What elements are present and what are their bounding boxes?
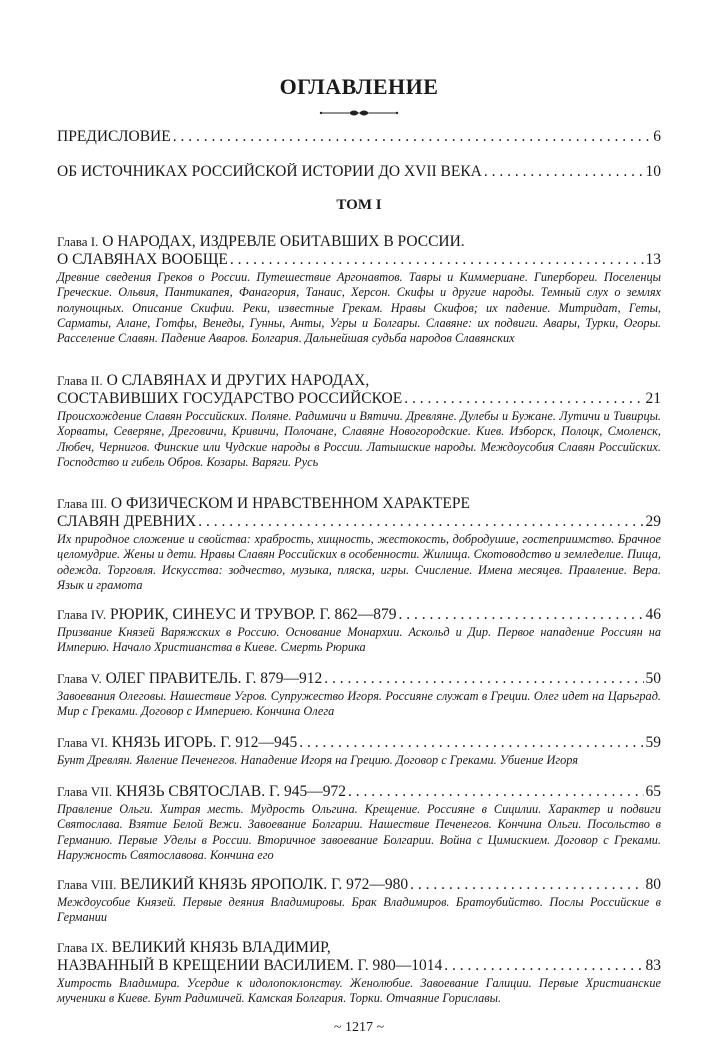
chapter-title: РЮРИК, СИНЕУС И ТРУВОР. Г. 862—879: [109, 606, 397, 623]
chapter-entry[interactable]: [57, 670, 661, 720]
chapter-page: 50: [645, 670, 661, 687]
chapter-title-line1: О СЛАВЯНАХ И ДРУГИХ НАРОДАХ,: [106, 372, 370, 389]
page-title: ОГЛАВЛЕНИЕ: [279, 74, 439, 99]
dot-leader: [410, 876, 643, 894]
chapter-prefix: Глава VII.: [57, 784, 113, 799]
chapter-heading: [57, 783, 661, 801]
chapter-page: 65: [645, 783, 661, 800]
chapter-title-line2: О СЛАВЯНАХ ВООБЩЕ: [57, 251, 228, 268]
entry-page: 6: [653, 128, 661, 145]
chapter-entry[interactable]: [57, 606, 661, 656]
ornament-divider: [319, 108, 399, 118]
chapter-summary: Происхождение Славян Российских. Поляне. Радимичи и Вятичи. Древляне. Дулебы и Бужане. Лутичи и Тивирцы. Хорваты, Северяне, Дреговичи, Кривичи, Полочане, Славяне Новогородские. Киев. Изборск, Полоцк, Смоленск, Любеч, Чернигов. Финские или Чудские народы в России. Латышские народы. Междоусобия Славян Российских. Господство и гибель Обров. Козары. Варяги. Русь: [57, 409, 661, 469]
chapter-title-line2: НАЗВАННЫЙ В КРЕЩЕНИИ ВАСИЛИЕМ. Г. 980—1014: [57, 957, 443, 974]
chapter-heading-line1: [57, 495, 661, 513]
chapter-heading-line2: [57, 390, 661, 408]
entry-page: 10: [645, 163, 661, 180]
chapter-prefix: Глава VI.: [57, 735, 108, 750]
chapter-entry[interactable]: [57, 876, 661, 926]
chapter-entry[interactable]: [57, 233, 661, 346]
chapter-entry[interactable]: [57, 372, 661, 470]
chapter-prefix: Глава V.: [57, 671, 102, 686]
chapter-page: 46: [645, 606, 661, 623]
chapter-page: 83: [645, 957, 661, 974]
chapter-prefix: Глава VIII.: [57, 877, 117, 892]
chapter-prefix: Глава IX.: [57, 940, 108, 955]
chapter-heading-text: [57, 783, 346, 801]
entry-label: ПРЕДИСЛОВИЕ: [57, 128, 171, 145]
chapter-prefix: Глава II.: [57, 373, 103, 388]
chapter-summary: Хитрость Владимира. Усердие к идолопоклонству. Женолюбие. Завоевание Галиции. Первые Христианские мученики в Киеве. Бунт Радимичей. Камская Болгария. Торки. Отчаяние Гориславы.: [57, 976, 661, 1006]
chapter-heading: [57, 670, 661, 688]
chapter-page: 59: [645, 734, 661, 751]
chapter-heading-text: [57, 734, 297, 752]
dot-leader: [198, 513, 643, 531]
dot-leader: [348, 783, 644, 801]
chapter-page: 80: [645, 876, 661, 893]
toc-entry-sources[interactable]: [57, 163, 661, 181]
dot-leader: [398, 606, 643, 624]
chapter-prefix: Глава III.: [57, 496, 108, 511]
page-number-footer: ~ 1217 ~: [333, 1020, 385, 1035]
chapter-heading-line1: [57, 939, 661, 957]
chapter-heading-line1: [57, 233, 661, 251]
chapter-heading-text: [57, 876, 408, 894]
dot-leader: [299, 734, 643, 752]
chapter-heading: [57, 876, 661, 894]
chapter-heading-line2: [57, 513, 661, 531]
chapter-prefix: Глава IV.: [57, 607, 107, 622]
chapter-heading-line1: [57, 372, 661, 390]
chapter-summary: Древние сведения Греков о России. Путешествие Аргонавтов. Тавры и Киммериане. Гипербореи. Поселенцы Греческие. Ольвия, Пантикапея, Фанагория, Танаис, Херсон. Скифы и другие народы. Темный слух о землях полунощных. Описание Скифии. Реки, известные Грекам. Нравы Скифов; их падение. Митридат, Геты, Сарматы, Алане, Готфы, Венеды, Гунны, Анты, Угры и Болгары. Славяне: их подвиги. Авары, Турки, Огоры. Расселение Славян. Падение Аваров. Болгария. Дальнейшая судьба народов Славянских: [57, 270, 661, 346]
chapter-heading-text: [57, 606, 396, 624]
chapter-heading: [57, 606, 661, 624]
dot-leader: [173, 128, 652, 146]
chapter-summary: Правление Ольги. Хитрая месть. Мудрость Ольгина. Крещение. Россияне в Сицилии. Характер и подвиги Святослава. Взятие Белой Вежи. Завоевание Болгарии. Нашествие Печенегов. Кончина Ольги. Посольство в Германию. Первые Уделы в России. Вторичное завоевание Болгарии. Война с Цимискием. Договор с Греками. Наружность Святославова. Кончина его: [57, 802, 661, 862]
chapter-title-line1: ВЕЛИКИЙ КНЯЗЬ ВЛАДИМИР,: [111, 939, 331, 956]
chapter-title: ВЕЛИКИЙ КНЯЗЬ ЯРОПОЛК. Г. 972—980: [120, 876, 409, 893]
chapter-prefix: Глава I.: [57, 234, 99, 249]
chapter-page: 13: [645, 251, 661, 268]
chapter-title-line1: О НАРОДАХ, ИЗДРЕВЛЕ ОБИТАВШИХ В РОССИИ.: [102, 233, 465, 250]
chapter-page: 21: [645, 390, 661, 407]
entry-label: ОБ ИСТОЧНИКАХ РОССИЙСКОЙ ИСТОРИИ ДО XVII ВЕКА: [57, 163, 482, 180]
dot-leader: [324, 670, 643, 688]
chapter-heading-text: [57, 670, 322, 688]
dot-leader: [444, 957, 643, 975]
chapter-summary: Призвание Князей Варяжских в Россию. Основание Монархии. Аскольд и Дир. Первое нападение Россиян на Империю. Начало Христианства в Киеве. Смерть Рюрика: [57, 625, 661, 655]
volume-heading: ТОМ I: [336, 197, 382, 213]
toc-entry-preface[interactable]: [57, 128, 661, 146]
chapter-summary: Междоусобие Князей. Первые деяния Владимировы. Брак Владимиров. Братоубийство. Послы Российские в Германии: [57, 895, 661, 925]
dot-leader: [484, 163, 644, 181]
chapter-summary: Их природное сложение и свойства: храбрость, хищность, жестокость, добродушие, гостеприимство. Брачное целомудрие. Жены и дети. Нравы Славян Российских в особенности. Жилища. Скотоводство и земледелие. Пища, одежда. Торговля. Искусства: зодчество, музыка, пляска, игры. Счисление. Имена месяцев. Правление. Вера. Язык и грамота: [57, 532, 661, 592]
chapter-summary: Завоевания Олеговы. Нашествие Угров. Супружество Игоря. Россияне служат в Греции. Олег идет на Царьград. Мир с Греками. Договор с Империею. Кончина Олега: [57, 689, 661, 719]
chapter-title-line2: СОСТАВИВШИХ ГОСУДАРСТВО РОССИЙСКОЕ: [57, 390, 403, 407]
chapter-summary: Бунт Древлян. Явление Печенегов. Нападение Игоря на Грецию. Договор с Греками. Убиение Игоря: [57, 753, 578, 767]
chapter-heading-line2: [57, 957, 661, 975]
chapter-title-line2: СЛАВЯН ДРЕВНИХ: [57, 513, 197, 530]
dot-leader: [404, 390, 643, 408]
chapter-entry[interactable]: [57, 495, 661, 593]
chapter-title: КНЯЗЬ ИГОРЬ. Г. 912—945: [111, 734, 298, 751]
chapter-heading: [57, 734, 661, 752]
chapter-heading-line2: [57, 251, 661, 269]
chapter-title-line1: О ФИЗИЧЕСКОМ И НРАВСТВЕННОМ ХАРАКТЕРЕ: [110, 495, 470, 512]
chapter-title: КНЯЗЬ СВЯТОСЛАВ. Г. 945—972: [115, 783, 346, 800]
chapter-entry[interactable]: [57, 939, 661, 1007]
chapter-entry[interactable]: [57, 734, 661, 768]
chapter-entry[interactable]: [57, 783, 661, 863]
chapter-page: 29: [645, 513, 661, 530]
dot-leader: [230, 251, 644, 269]
chapter-title: ОЛЕГ ПРАВИТЕЛЬ. Г. 879—912: [105, 670, 323, 687]
